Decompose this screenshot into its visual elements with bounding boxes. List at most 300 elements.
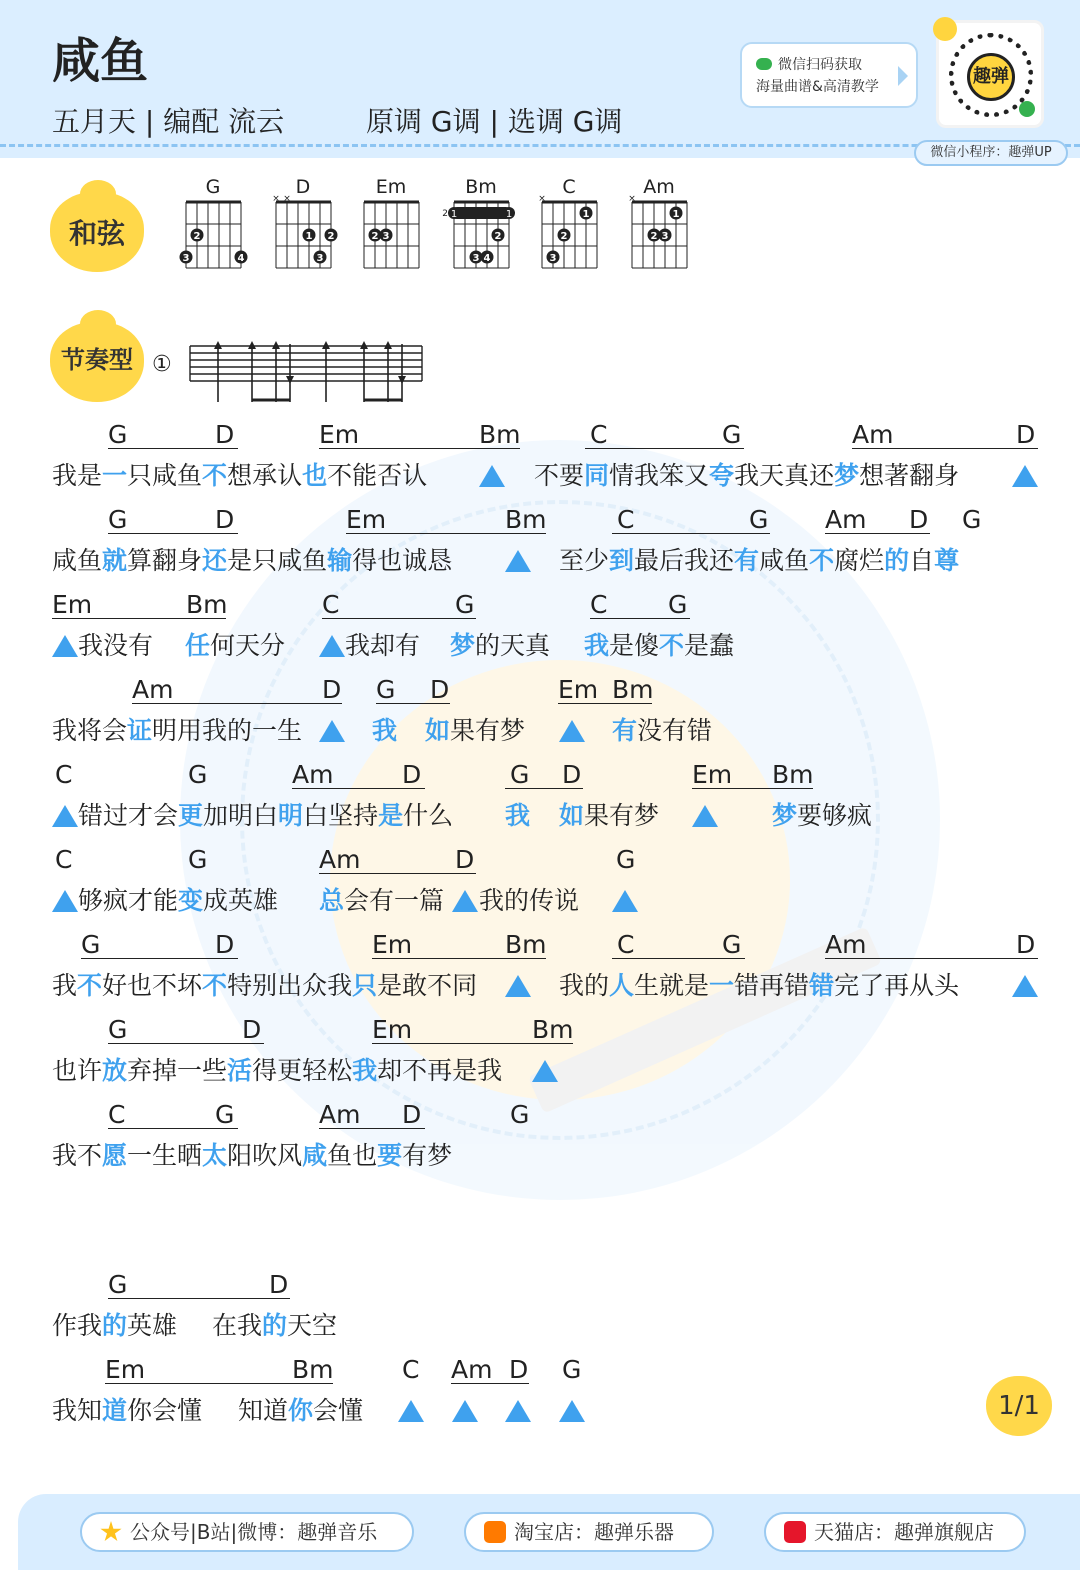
lyric-highlight: 我 [372, 716, 398, 745]
svg-text:3: 3 [472, 253, 480, 264]
chord-line [0, 1015, 1080, 1059]
svg-text:×: × [538, 194, 546, 204]
chord-symbol: G [188, 845, 208, 874]
chord-symbol: Bm [532, 1015, 574, 1044]
lyric-highlight: 不 [659, 631, 685, 660]
lyric-line [52, 971, 477, 1001]
lyric-text: 错再错 [734, 971, 810, 1000]
chord-underline [372, 1043, 573, 1044]
lyric-line [559, 971, 959, 1001]
lyric-line [212, 1311, 337, 1341]
arrow-right-icon [898, 66, 908, 86]
chord-symbol: G [215, 1100, 235, 1129]
lyric-text: 够疯才能 [78, 886, 179, 915]
chord-symbol: Am [825, 930, 867, 959]
strum-triangle-icon [505, 550, 531, 572]
chord-symbol: Am [825, 505, 867, 534]
lyric-line [584, 631, 734, 661]
lyric-text: 你会懂 [127, 1396, 203, 1425]
mini-program-label: 微信小程序：趣弹UP [914, 140, 1068, 166]
lyric-highlight: 证 [127, 716, 153, 745]
chord-underline [372, 958, 546, 959]
chord-symbol: Bm [505, 930, 547, 959]
chord-grid [356, 196, 426, 276]
lyric-text: 想承认 [227, 461, 303, 490]
chord-diagram-g [178, 176, 248, 276]
lyric-text: 腐烂 [834, 546, 885, 575]
lyric-line [238, 1396, 363, 1426]
chord-symbol: G [722, 930, 742, 959]
lyric-text: 却不再是我 [377, 1056, 503, 1085]
svg-text:2: 2 [442, 209, 448, 219]
lyric-text: 不能否认 [327, 461, 428, 490]
chord-symbol: G [455, 590, 475, 619]
chord-underline [558, 703, 652, 704]
chord-diagram-d [268, 176, 338, 276]
lyric-line [450, 631, 550, 661]
lyric-text: 有梦 [402, 1141, 453, 1170]
chord-symbol: G [108, 505, 128, 534]
lyric-line [479, 886, 579, 916]
chord-symbol: Em [105, 1355, 146, 1384]
lyric-text: 我的 [559, 971, 610, 1000]
chord-symbol: G [962, 505, 982, 534]
lyric-line [559, 546, 959, 576]
chord-symbol: C [590, 420, 608, 449]
lyric-highlight: 一 [102, 461, 128, 490]
svg-text:1: 1 [450, 209, 458, 220]
chord-line [0, 675, 1080, 719]
lyric-highlight: 你 [288, 1396, 314, 1425]
lyric-highlight: 要 [377, 1141, 403, 1170]
lyric-line [505, 801, 530, 831]
footer [18, 1494, 1080, 1570]
lyric-highlight: 我 [584, 631, 610, 660]
chord-symbol: Bm [479, 420, 521, 449]
chord-symbol: D [242, 1015, 262, 1044]
lyric-text: 得也诚恳 [352, 546, 453, 575]
chord-symbol: D [322, 675, 342, 704]
lyric-text: 我天真还 [734, 461, 835, 490]
svg-text:4: 4 [237, 253, 245, 264]
chord-underline [590, 618, 690, 619]
chord-diagram-am [624, 176, 694, 276]
chord-symbol: Em [558, 675, 599, 704]
chord-underline [108, 448, 238, 449]
promo-line1: 微信扫码获取 [778, 57, 862, 73]
rhythm-pattern [186, 338, 426, 408]
chord-symbol: C [617, 930, 635, 959]
lyric-line [534, 461, 959, 491]
lyric-line [559, 801, 659, 831]
chord-grid [178, 196, 248, 276]
lyric-highlight: 梦 [772, 801, 798, 830]
chord-underline [585, 448, 744, 449]
chord-symbol: D [1016, 930, 1036, 959]
lyric-text: 是只咸鱼 [227, 546, 328, 575]
chord-symbol: G [510, 1100, 530, 1129]
lyric-line [52, 716, 302, 746]
chord-underline [319, 1128, 425, 1129]
chord-symbol: G [749, 505, 769, 534]
svg-text:1: 1 [582, 209, 590, 220]
strum-triangle-icon [52, 890, 78, 912]
lyric-text: 在我 [212, 1311, 263, 1340]
lyric-highlight: 同 [584, 461, 610, 490]
chord-diagram-bm [442, 176, 516, 276]
chord-symbol: G [81, 930, 101, 959]
lyric-text: 我的传说 [479, 886, 580, 915]
taobao-store-pill[interactable]: 淘宝店：趣弹乐器 [464, 1512, 714, 1552]
lyric-text: 生就是 [634, 971, 710, 1000]
lyric-highlight: 咸 [302, 1141, 328, 1170]
lyric-text: 咸鱼 [759, 546, 810, 575]
lyric-highlight: 如 [425, 716, 451, 745]
chord-symbol: D [509, 1355, 529, 1384]
chord-line [0, 1270, 1080, 1314]
chord-symbol: Em [372, 1015, 413, 1044]
chords-section-label: 和弦 [50, 192, 144, 272]
strum-triangle-icon [319, 720, 345, 742]
chord-underline [376, 703, 450, 704]
chord-grid [442, 196, 516, 276]
lyric-text: 是蠢 [684, 631, 735, 660]
chord-underline [825, 958, 1038, 959]
strum-triangle-icon [398, 1400, 424, 1422]
chord-symbol: G [562, 1355, 582, 1384]
chord-underline [319, 873, 476, 874]
key-info: 原调 G调 | 选调 G调 [366, 105, 623, 138]
chord-symbol: Am [319, 1100, 361, 1129]
yellow-dot-icon [933, 17, 957, 41]
lyric-text: 我知 [52, 1396, 103, 1425]
lyric-highlight: 不 [202, 461, 228, 490]
strum-triangle-icon [479, 465, 505, 487]
lyric-highlight: 不 [77, 971, 103, 1000]
chord-symbol: G [188, 760, 208, 789]
chord-symbol: D [215, 930, 235, 959]
svg-text:2: 2 [650, 231, 658, 242]
chord-underline [105, 1383, 333, 1384]
chord-underline [319, 448, 520, 449]
chord-symbol: Bm [772, 760, 814, 789]
lyric-highlight: 我 [352, 1056, 378, 1085]
chord-name: C [562, 176, 576, 198]
tmall-icon [784, 1521, 806, 1543]
lyric-text: 是敢不同 [377, 971, 478, 1000]
lyric-text: 成英雄 [203, 886, 279, 915]
chord-symbol: Am [451, 1355, 493, 1384]
artist-arranger: 五月天 | 编配 流云 [52, 105, 285, 138]
page-indicator: 1/1 [986, 1376, 1052, 1436]
strum-triangle-icon [505, 1400, 531, 1422]
lyric-highlight: 夸 [709, 461, 735, 490]
lyric-highlight: 的 [102, 1311, 128, 1340]
lyric-line [78, 631, 153, 661]
strum-triangle-icon [612, 890, 638, 912]
lyric-text: 一生晒 [127, 1141, 203, 1170]
lyric-text: 得更轻松 [252, 1056, 353, 1085]
chord-symbol: D [455, 845, 475, 874]
chord-symbol: Bm [186, 590, 228, 619]
song-title: 咸鱼 [52, 33, 149, 89]
chord-symbol: C [55, 845, 73, 874]
lyric-line [78, 801, 453, 831]
lyric-text: 自 [909, 546, 935, 575]
chord-symbol: Bm [505, 505, 547, 534]
rhythm-number: ① [152, 352, 172, 377]
svg-text:3: 3 [549, 253, 557, 264]
chord-symbol: D [1016, 420, 1036, 449]
lyric-highlight: 不 [202, 971, 228, 1000]
chord-symbol: G [616, 845, 636, 874]
chord-symbol: G [668, 590, 688, 619]
lyric-line [372, 716, 397, 746]
lyric-text: 知道 [238, 1396, 289, 1425]
lyric-highlight: 太 [202, 1141, 228, 1170]
chord-line [0, 930, 1080, 974]
chord-underline [692, 788, 813, 789]
lyric-line [185, 631, 285, 661]
lyric-text: 好也不坏 [102, 971, 203, 1000]
strum-triangle-icon [559, 1400, 585, 1422]
lyric-highlight: 梦 [834, 461, 860, 490]
chord-symbol: C [108, 1100, 126, 1129]
lyric-highlight: 不 [809, 546, 835, 575]
lyric-text: 要够疯 [797, 801, 873, 830]
lyric-highlight: 梦 [450, 631, 476, 660]
chord-underline [108, 1298, 290, 1299]
lyric-highlight: 我 [505, 801, 531, 830]
chord-name: Am [643, 176, 675, 198]
lyric-line [52, 461, 427, 491]
svg-text:1: 1 [505, 209, 513, 220]
lyric-line [52, 1056, 502, 1086]
lyric-text: 错过才会 [78, 801, 179, 830]
chord-underline [322, 618, 476, 619]
lyric-highlight: 尊 [934, 546, 960, 575]
qr-logo: 趣弹 [967, 53, 1015, 101]
chord-underline [108, 1043, 264, 1044]
strum-triangle-icon [452, 1400, 478, 1422]
chord-name: Em [375, 176, 407, 198]
wechat-icon [756, 58, 772, 70]
chord-name: D [295, 176, 311, 198]
chord-underline [346, 533, 546, 534]
social-accounts-pill[interactable]: 公众号|B站|微博：趣弹音乐 [80, 1512, 414, 1552]
lyric-text: 会懂 [313, 1396, 364, 1425]
chord-line [0, 590, 1080, 634]
chord-underline [81, 958, 238, 959]
chord-symbol: Em [52, 590, 93, 619]
tmall-store-pill[interactable]: 天猫店：趣弹旗舰店 [764, 1512, 1026, 1552]
chord-line [0, 845, 1080, 889]
lyric-text: 完了再从头 [834, 971, 960, 1000]
lyric-line [345, 631, 420, 661]
lyric-text: 什么 [403, 801, 454, 830]
promo-line2: 海量曲谱&高清教学 [756, 79, 879, 95]
chord-symbol: D [269, 1270, 289, 1299]
rhythm-section-label: 节奏型 [50, 322, 144, 402]
lyric-line [52, 1311, 177, 1341]
lyric-line [78, 886, 278, 916]
chord-symbol: Em [372, 930, 413, 959]
lyric-text: 我将会 [52, 716, 128, 745]
lyric-text: 我却有 [345, 631, 421, 660]
lyric-highlight: 到 [609, 546, 635, 575]
svg-text:2: 2 [327, 231, 335, 242]
lyric-text: 最后我还 [634, 546, 735, 575]
chord-symbol: D [430, 675, 450, 704]
chord-symbol: Am [319, 845, 361, 874]
svg-text:4: 4 [483, 253, 491, 264]
chord-symbol: C [55, 760, 73, 789]
chord-grid [624, 196, 694, 276]
chord-symbol: Em [346, 505, 387, 534]
chord-symbol: G [108, 1270, 128, 1299]
chord-underline [108, 1128, 238, 1129]
chord-name: Bm [465, 176, 497, 198]
lyric-highlight: 只 [352, 971, 378, 1000]
chord-underline [52, 618, 226, 619]
lyric-text: 情我笨又 [609, 461, 710, 490]
lyric-text: 不要 [534, 461, 585, 490]
lyric-text: 至少 [559, 546, 610, 575]
strum-triangle-icon [505, 975, 531, 997]
chord-line [0, 420, 1080, 464]
chord-symbol: Em [692, 760, 733, 789]
chord-line [0, 505, 1080, 549]
lyric-text: 我没有 [78, 631, 154, 660]
strum-triangle-icon [452, 890, 478, 912]
lyric-highlight: 的 [884, 546, 910, 575]
chord-symbol: Bm [292, 1355, 334, 1384]
lyric-highlight: 如 [559, 801, 585, 830]
lyric-text: 果有梦 [450, 716, 526, 745]
qr-code[interactable] [936, 20, 1044, 128]
lyric-highlight: 就 [102, 546, 128, 575]
strum-triangle-icon [532, 1060, 558, 1082]
chord-symbol: Am [292, 760, 334, 789]
lyric-highlight: 输 [327, 546, 353, 575]
star-icon [100, 1521, 122, 1543]
svg-text:1: 1 [672, 209, 680, 220]
chord-underline [852, 448, 1038, 449]
chord-symbol: G [510, 760, 530, 789]
lyric-line [52, 546, 452, 576]
strum-triangle-icon [319, 635, 345, 657]
lyric-highlight: 还 [202, 546, 228, 575]
strum-triangle-icon [1012, 975, 1038, 997]
svg-text:3: 3 [316, 253, 324, 264]
chord-line [0, 1100, 1080, 1144]
lyric-text: 鱼也 [327, 1141, 378, 1170]
chord-underline [612, 533, 770, 534]
lyric-highlight: 一 [709, 971, 735, 1000]
chord-grid [534, 196, 604, 276]
lyric-text: 会有一篇 [344, 886, 445, 915]
chord-line [0, 760, 1080, 804]
chord-symbol: D [562, 760, 582, 789]
promo-box[interactable] [740, 42, 918, 108]
strum-triangle-icon [52, 635, 78, 657]
chord-diagram-em [356, 176, 426, 276]
lyric-highlight: 道 [102, 1396, 128, 1425]
chord-symbol: D [215, 505, 235, 534]
chord-symbol: Em [319, 420, 360, 449]
lyric-text: 我 [52, 971, 78, 1000]
lyric-highlight: 明 [278, 801, 304, 830]
lyric-text: 明用我的一生 [152, 716, 303, 745]
svg-text:2: 2 [560, 231, 568, 242]
lyric-highlight: 的 [262, 1311, 288, 1340]
chord-underline [132, 703, 342, 704]
lyric-text: 阳吹风 [227, 1141, 303, 1170]
lyric-highlight: 错 [809, 971, 835, 1000]
chord-symbol: C [322, 590, 340, 619]
lyric-text: 白坚持 [303, 801, 379, 830]
svg-text:×: × [272, 194, 280, 204]
lyric-text: 的天真 [475, 631, 551, 660]
lyric-line [772, 801, 872, 831]
chord-symbol: Bm [612, 675, 654, 704]
chord-diagram-c [534, 176, 604, 276]
svg-text:1: 1 [305, 231, 313, 242]
lyric-text: 我不 [52, 1141, 103, 1170]
svg-text:×: × [283, 194, 291, 204]
lyric-highlight: 总 [319, 886, 345, 915]
chord-symbol: G [108, 420, 128, 449]
chord-symbol: G [376, 675, 396, 704]
chord-symbol: C [617, 505, 635, 534]
lyric-text: 想著翻身 [859, 461, 960, 490]
taobao-icon [484, 1521, 506, 1543]
lyric-text: 加明白 [203, 801, 279, 830]
chord-symbol: D [402, 760, 422, 789]
svg-text:×: × [628, 194, 636, 204]
chord-symbol: C [590, 590, 608, 619]
svg-text:3: 3 [182, 253, 190, 264]
lyric-text: 算翻身 [127, 546, 203, 575]
chord-underline [612, 958, 745, 959]
lyric-text: 英雄 [127, 1311, 178, 1340]
chord-underline [108, 533, 238, 534]
lyric-highlight: 变 [178, 886, 204, 915]
lyric-text: 我是 [52, 461, 103, 490]
lyric-highlight: 有 [612, 716, 638, 745]
lyric-highlight: 活 [227, 1056, 253, 1085]
lyric-line [425, 716, 525, 746]
lyric-highlight: 是 [378, 801, 404, 830]
lyric-highlight: 更 [178, 801, 204, 830]
chord-symbol: G [722, 420, 742, 449]
lyric-highlight: 人 [609, 971, 635, 1000]
chord-symbol: D [909, 505, 929, 534]
lyric-highlight: 有 [734, 546, 760, 575]
chord-name: G [205, 176, 221, 198]
chord-symbol: D [215, 420, 235, 449]
mini-program-icon [1019, 101, 1035, 117]
svg-text:3: 3 [661, 231, 669, 242]
lyric-line [612, 716, 712, 746]
chord-symbol: D [402, 1100, 422, 1129]
svg-text:2: 2 [193, 231, 201, 242]
strum-triangle-icon [1012, 465, 1038, 487]
lyric-text: 特别出众我 [227, 971, 353, 1000]
lyric-highlight: 也 [302, 461, 328, 490]
lyric-line [319, 886, 444, 916]
lyric-text: 只咸鱼 [127, 461, 203, 490]
